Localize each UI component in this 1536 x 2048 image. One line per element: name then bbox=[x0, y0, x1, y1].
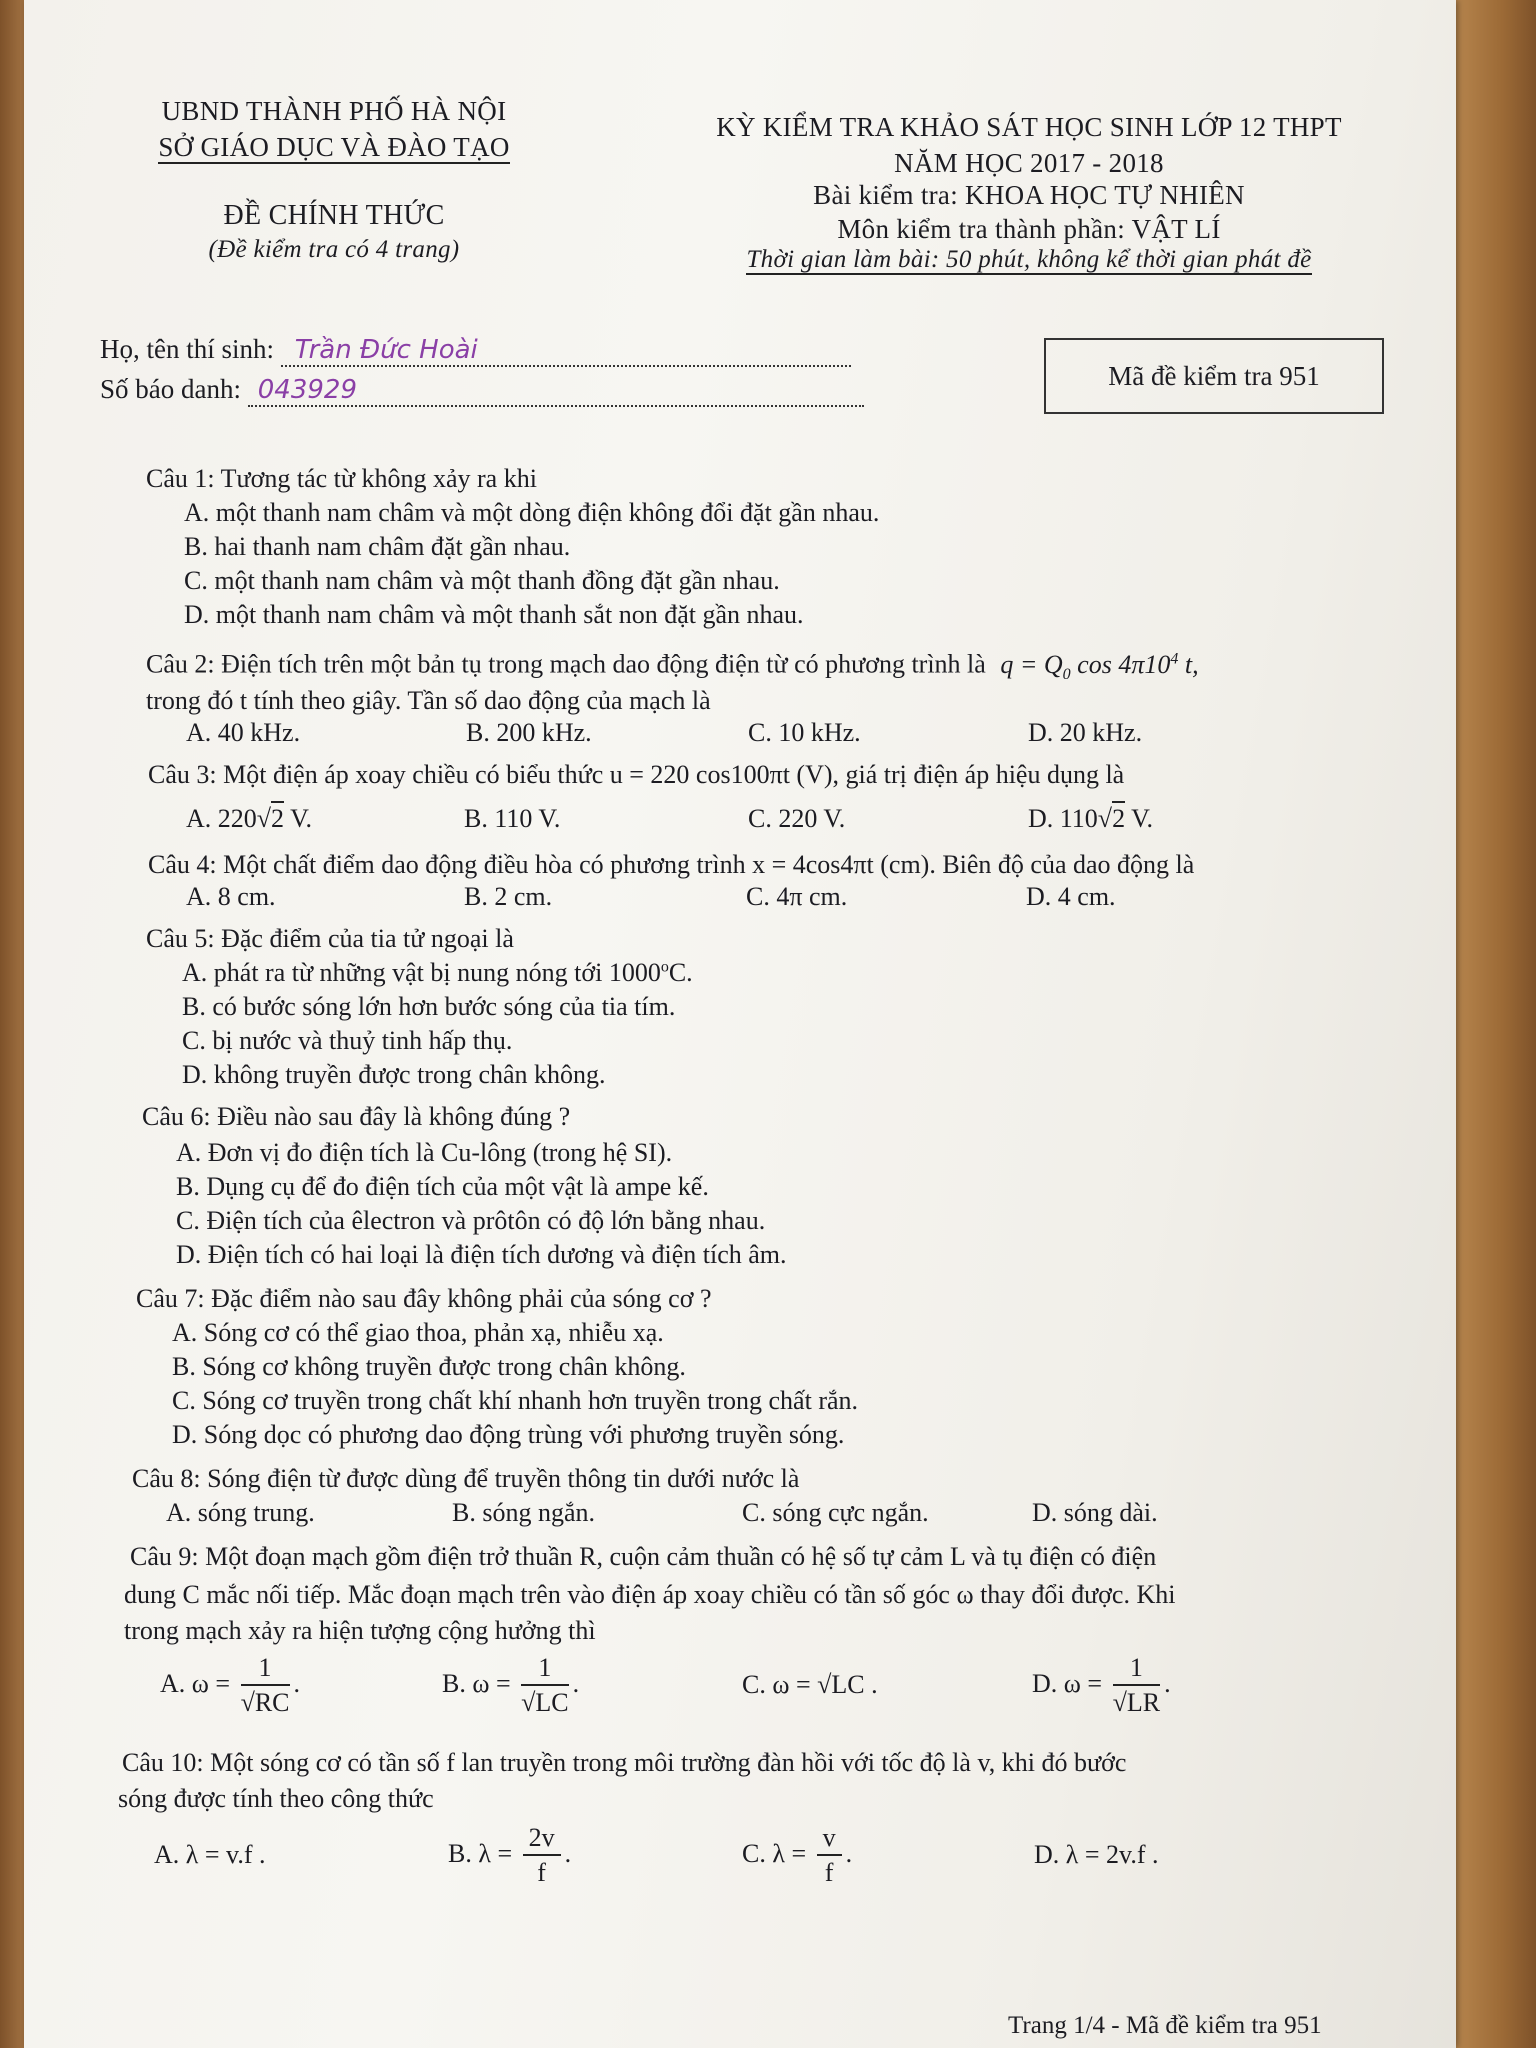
q5-option-b: B. có bước sóng lớn hơn bước sóng của tia tím. bbox=[182, 992, 676, 1021]
q10-b-denominator: f bbox=[537, 1858, 546, 1887]
q10-b-lhs: B. λ = bbox=[448, 1838, 513, 1868]
table-surface-left bbox=[0, 0, 26, 2048]
authority-line: UBND THÀNH PHỐ HÀ NỘI bbox=[161, 96, 507, 126]
q10-c-dot: . bbox=[845, 1838, 853, 1868]
question-label: Câu 3: bbox=[148, 760, 217, 789]
question-9 bbox=[130, 1540, 1156, 1574]
q3-option-b: B. 110 V. bbox=[464, 804, 561, 833]
q10-text-line2: sóng được tính theo công thức bbox=[118, 1784, 434, 1813]
q7-option-b: B. Sóng cơ không truyền được trong chân không. bbox=[172, 1352, 686, 1381]
question-text: Điều nào sau đây là không đúng ? bbox=[217, 1102, 571, 1131]
q7-option-c: C. Sóng cơ truyền trong chất khí nhanh hơn truyền trong chất rắn. bbox=[172, 1386, 859, 1415]
q2-option-a: A. 40 kHz. bbox=[186, 718, 301, 747]
q9-option-c: C. ω = √LC . bbox=[742, 1670, 878, 1699]
question-7 bbox=[136, 1282, 711, 1316]
q5-option-a bbox=[182, 958, 693, 988]
question-text: Một sóng cơ có tần số f lan truyền trong môi trường đàn hồi với tốc độ là v, khi đó bước bbox=[210, 1748, 1127, 1777]
question-label: Câu 7: bbox=[136, 1284, 205, 1313]
candidate-id-row bbox=[100, 374, 864, 407]
q10-c-fraction bbox=[817, 1822, 842, 1890]
page-footer: Trang 1/4 - Mã đề kiểm tra 951 bbox=[1008, 2012, 1322, 2039]
q10-option-a: A. λ = v.f . bbox=[154, 1840, 266, 1869]
question-label: Câu 6: bbox=[142, 1102, 211, 1131]
q9-d-fraction bbox=[1113, 1652, 1161, 1720]
q9-option-b bbox=[442, 1652, 579, 1720]
q6-option-c: C. Điện tích của êlectron và prôtôn có độ lớn bằng nhau. bbox=[176, 1206, 766, 1235]
q9-option-a bbox=[160, 1652, 300, 1720]
q4-option-a: A. 8 cm. bbox=[186, 882, 276, 911]
question-text: Đặc điểm nào sau đây không phải của sóng cơ ? bbox=[211, 1284, 712, 1313]
q2-formula-sub: 0 bbox=[1062, 665, 1071, 683]
q10-c-lhs: C. λ = bbox=[742, 1838, 807, 1868]
q5-a-pre: A. phát ra từ những vật bị nung nóng tới 1000 bbox=[182, 958, 661, 987]
q2-option-b: B. 200 kHz. bbox=[466, 718, 592, 747]
q5-option-c: C. bị nước và thuỷ tinh hấp thụ. bbox=[182, 1026, 513, 1055]
q3-d-post: V. bbox=[1125, 804, 1154, 833]
q1-option-b: B. hai thanh nam châm đặt gần nhau. bbox=[184, 532, 571, 561]
q1-option-a: A. một thanh nam châm và một dòng điện không đổi đặt gần nhau. bbox=[184, 498, 880, 527]
question-10 bbox=[122, 1746, 1126, 1780]
question-text: Điện tích trên một bản tụ trong mạch dao động điện từ có phương trình là bbox=[221, 649, 986, 679]
q2-formula-cos: cos 4π10 bbox=[1070, 649, 1171, 679]
question-4 bbox=[148, 848, 1194, 882]
exam-paper bbox=[24, 0, 1456, 2048]
department-name: SỞ GIÁO DỤC VÀ ĐÀO TẠO bbox=[158, 132, 510, 162]
q9-text-line2: dung C mắc nối tiếp. Mắc đoạn mạch trên vào điện áp xoay chiều có tần số góc ω thay đổi được. Khi bbox=[124, 1580, 1176, 1609]
q9-a-numerator: 1 bbox=[241, 1652, 290, 1686]
q10-b-dot: . bbox=[564, 1838, 572, 1868]
q2-formula bbox=[1000, 649, 1199, 683]
q3-d-radicand: 2 bbox=[1112, 801, 1125, 833]
q9-text-line3: trong mạch xảy ra hiện tượng cộng hưởng thì bbox=[124, 1616, 596, 1645]
candidate-name-row bbox=[100, 334, 851, 367]
q1-option-d: D. một thanh nam châm và một thanh sắt non đặt gần nhau. bbox=[184, 600, 804, 629]
q9-a-dot: . bbox=[293, 1668, 301, 1698]
q10-option-b bbox=[448, 1822, 571, 1890]
question-label: Câu 8: bbox=[132, 1464, 201, 1493]
time-limit-text: Thời gian làm bài: 50 phút, không kể thời gian phát đề bbox=[746, 246, 1312, 273]
q2-formula-t: t, bbox=[1178, 649, 1199, 679]
q10-c-numerator: v bbox=[817, 1822, 842, 1856]
q9-b-lhs: B. ω = bbox=[442, 1668, 511, 1698]
q8-option-a: A. sóng trung. bbox=[166, 1498, 315, 1527]
q4-option-d: D. 4 cm. bbox=[1026, 882, 1116, 911]
question-text: Một chất điểm dao động điều hòa có phương trình x = 4cos4πt (cm). Biên độ của dao động là bbox=[223, 850, 1195, 879]
q3-option-d bbox=[1028, 804, 1153, 834]
question-8 bbox=[132, 1462, 799, 1496]
q10-b-numerator: 2v bbox=[523, 1822, 561, 1856]
q5-a-post: C. bbox=[668, 958, 693, 987]
q3-a-post: V. bbox=[284, 804, 313, 833]
department-line bbox=[104, 132, 564, 163]
q9-option-d bbox=[1032, 1652, 1171, 1720]
q9-d-dot: . bbox=[1164, 1668, 1171, 1698]
q8-option-c: C. sóng cực ngắn. bbox=[742, 1498, 929, 1527]
q2-formula-sup: 4 bbox=[1170, 650, 1179, 667]
exam-code-box: Mã đề kiểm tra 951 bbox=[1044, 338, 1384, 414]
q3-option-c: C. 220 V. bbox=[748, 804, 846, 833]
official-label: ĐỀ CHÍNH THỨC bbox=[223, 200, 445, 231]
q8-option-b: B. sóng ngắn. bbox=[452, 1498, 595, 1527]
q3-d-pre: D. 110√ bbox=[1028, 804, 1113, 833]
q1-option-c: C. một thanh nam châm và một thanh đồng đặt gần nhau. bbox=[184, 566, 780, 595]
question-label: Câu 9: bbox=[130, 1542, 199, 1571]
question-label: Câu 2: bbox=[146, 649, 215, 679]
candidate-name-value: Trần Đức Hoài bbox=[281, 335, 851, 367]
q10-option-c bbox=[742, 1822, 852, 1890]
q9-d-denominator: √LR bbox=[1112, 1688, 1161, 1717]
q8-option-d: D. sóng dài. bbox=[1032, 1498, 1158, 1527]
q9-d-lhs: D. ω = bbox=[1032, 1668, 1103, 1698]
question-1 bbox=[146, 462, 537, 496]
pages-note: (Đề kiểm tra có 4 trang) bbox=[208, 236, 460, 263]
q9-b-dot: . bbox=[572, 1668, 580, 1698]
q2-formula-q: q = Q bbox=[1000, 649, 1063, 679]
question-label: Câu 4: bbox=[148, 850, 217, 879]
q9-a-fraction bbox=[241, 1652, 290, 1720]
table-surface-right bbox=[1452, 0, 1536, 2048]
candidate-name-label: Họ, tên thí sinh: bbox=[100, 334, 274, 364]
q3-option-a bbox=[186, 804, 312, 834]
component-subject: Môn kiểm tra thành phần: VẬT LÍ bbox=[837, 214, 1221, 244]
q6-option-a: A. Đơn vị đo điện tích là Cu-lông (trong hệ SI). bbox=[176, 1138, 673, 1167]
q10-c-denominator: f bbox=[824, 1858, 834, 1887]
time-limit bbox=[614, 246, 1444, 274]
test-subject: Bài kiểm tra: KHOA HỌC TỰ NHIÊN bbox=[813, 180, 1245, 210]
question-5 bbox=[146, 922, 514, 956]
q9-b-fraction bbox=[521, 1652, 569, 1720]
question-text: Sóng điện từ được dùng để truyền thông tin dưới nước là bbox=[207, 1464, 800, 1493]
candidate-id-value: 043929 bbox=[248, 375, 864, 407]
q7-option-a: A. Sóng cơ có thể giao thoa, phản xạ, nhiễu xạ. bbox=[172, 1318, 664, 1347]
q9-a-lhs: A. ω = bbox=[160, 1668, 231, 1698]
q7-option-d: D. Sóng dọc có phương dao động trùng với phương truyền sóng. bbox=[172, 1420, 845, 1449]
q5-option-d: D. không truyền được trong chân không. bbox=[182, 1060, 606, 1089]
q4-option-b: B. 2 cm. bbox=[464, 882, 553, 911]
question-6 bbox=[142, 1100, 570, 1134]
school-year: NĂM HỌC 2017 - 2018 bbox=[894, 148, 1164, 178]
candidate-id-label: Số báo danh: bbox=[100, 374, 241, 404]
question-text: Một điện áp xoay chiều có biểu thức u = 220 cos100πt (V), giá trị điện áp hiệu dụng là bbox=[223, 760, 1125, 789]
question-text: Một đoạn mạch gồm điện trở thuần R, cuộn cảm thuần có hệ số tự cảm L và tụ điện có điện bbox=[205, 1542, 1157, 1571]
q10-b-fraction bbox=[523, 1822, 561, 1890]
q5-a-degree: o bbox=[660, 958, 669, 976]
question-text: Đặc điểm của tia tử ngoại là bbox=[221, 924, 514, 953]
q2-text-cont: trong đó t tính theo giây. Tần số dao động của mạch là bbox=[146, 686, 711, 715]
q2-option-c: C. 10 kHz. bbox=[748, 718, 861, 747]
q3-a-radicand: 2 bbox=[271, 801, 284, 833]
q3-a-pre: A. 220√ bbox=[186, 804, 272, 833]
q9-b-numerator: 1 bbox=[521, 1652, 569, 1686]
question-3 bbox=[148, 758, 1124, 792]
q6-option-d: D. Điện tích có hai loại là điện tích dương và điện tích âm. bbox=[176, 1240, 787, 1269]
q9-d-numerator: 1 bbox=[1113, 1652, 1161, 1686]
exam-title: KỲ KIỂM TRA KHẢO SÁT HỌC SINH LỚP 12 THPT bbox=[716, 112, 1342, 142]
question-label: Câu 5: bbox=[146, 924, 215, 953]
q6-option-b: B. Dụng cụ để đo điện tích của một vật là ampe kế. bbox=[176, 1172, 709, 1201]
q2-option-d: D. 20 kHz. bbox=[1028, 718, 1143, 747]
question-label: Câu 1: bbox=[146, 464, 215, 493]
question-text: Tương tác từ không xảy ra khi bbox=[220, 464, 537, 493]
question-label: Câu 10: bbox=[122, 1748, 204, 1777]
q4-option-c: C. 4π cm. bbox=[746, 882, 848, 911]
q9-a-denominator: √RC bbox=[240, 1688, 290, 1717]
q10-option-d: D. λ = 2v.f . bbox=[1034, 1840, 1159, 1869]
q9-b-denominator: √LC bbox=[521, 1688, 569, 1717]
